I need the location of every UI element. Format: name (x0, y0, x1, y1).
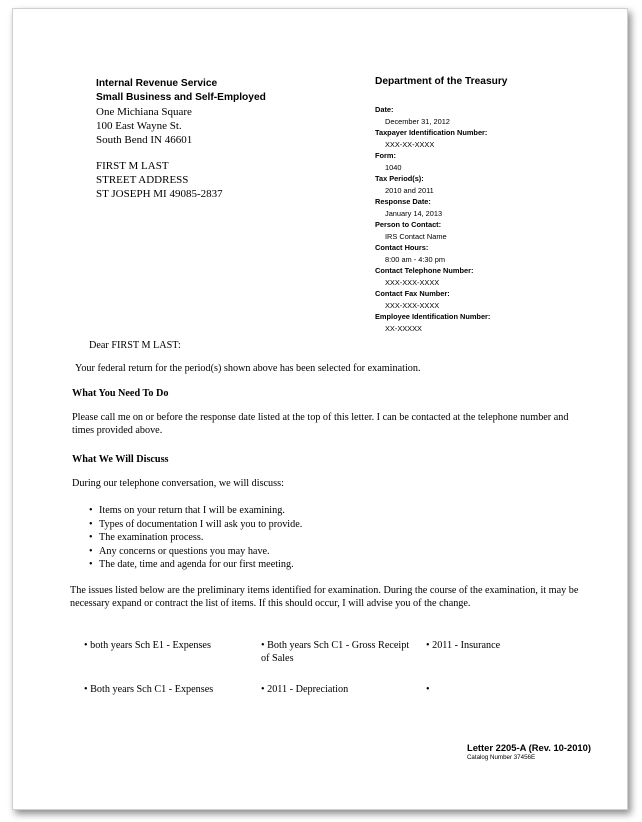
sender-address-line: 100 East Wayne St. (96, 120, 182, 132)
info-value: 2010 and 2011 (385, 185, 434, 195)
sender-division: Small Business and Self-Employed (96, 92, 266, 103)
info-label: Date: (375, 105, 394, 114)
issue-item: • 2011 - Depreciation (261, 684, 349, 695)
issues-paragraph: The issues listed below are the preliminary items identified for examination. During the course of the examination, it may be necessary expand or contract the list of items. If this should occur, I will advise you of the change. (70, 585, 579, 609)
intro-paragraph: Your federal return for the period(s) shown above has been selected for examination. (75, 363, 421, 374)
info-value: 8:00 am - 4:30 pm (385, 254, 445, 264)
info-value: XXX-XXX-XXXX (385, 300, 440, 310)
recipient-line: FIRST M LAST (96, 160, 169, 172)
info-value: January 14, 2013 (385, 208, 443, 218)
letter-footer (467, 742, 591, 761)
sender-address-line: One Michiana Square (96, 106, 192, 118)
recipient-line: STREET ADDRESS (96, 174, 189, 186)
letter-info-panel (375, 104, 615, 334)
letter-number: Letter 2205-A (Rev. 10-2010) (466, 742, 591, 753)
info-value: December 31, 2012 (385, 116, 450, 126)
sender-block (96, 77, 356, 147)
info-value: XX-XXXXX (385, 323, 422, 333)
discuss-intro: During our telephone conversation, we will discuss: (72, 478, 284, 489)
info-label: Person to Contact: (375, 220, 442, 229)
info-value: XXX-XX-XXXX (385, 139, 435, 149)
letter-page (12, 8, 628, 810)
section-heading-discuss: What We Will Discuss (72, 454, 169, 465)
list-item: • The examination process. (89, 531, 302, 545)
department-title: Department of the Treasury (375, 76, 508, 87)
info-value: IRS Contact Name (385, 231, 447, 241)
issue-item: • (426, 684, 430, 695)
info-label: Tax Period(s): (375, 174, 424, 183)
discuss-list (89, 504, 302, 572)
list-item: • The date, time and agenda for our first meeting. (89, 558, 302, 572)
info-label: Form: (375, 151, 396, 160)
info-label: Contact Fax Number: (375, 289, 450, 298)
info-label: Contact Hours: (375, 243, 429, 252)
issue-item: • Both years Sch C1 - Gross Receipt of Sales (261, 640, 410, 664)
sender-address-line: South Bend IN 46601 (96, 134, 193, 146)
issue-item: • both years Sch E1 - Expenses (84, 640, 211, 651)
section-heading-need-to-do: What You Need To Do (72, 388, 169, 399)
list-item: • Any concerns or questions you may have. (89, 545, 302, 559)
issue-item: • 2011 - Insurance (426, 640, 501, 651)
recipient-line: ST JOSEPH MI 49085-2837 (96, 188, 223, 200)
recipient-block (96, 159, 356, 201)
info-label: Contact Telephone Number: (375, 266, 474, 275)
list-item: • Items on your return that I will be examining. (89, 504, 302, 518)
issue-item: • Both years Sch C1 - Expenses (84, 684, 214, 695)
info-value: XXX-XXX-XXXX (385, 277, 440, 287)
need-to-do-paragraph: Please call me on or before the response date listed at the top of this letter. I can be contacted at the telephone number and times provided above. (72, 412, 569, 436)
info-label: Employee Identification Number: (375, 312, 491, 321)
info-value: 1040 (385, 162, 402, 172)
sender-agency: Internal Revenue Service (96, 78, 218, 89)
catalog-number: Catalog Number 37456E (466, 754, 536, 761)
list-item: • Types of documentation I will ask you to provide. (89, 518, 302, 532)
info-label: Taxpayer Identification Number: (375, 128, 488, 137)
salutation: Dear FIRST M LAST: (89, 340, 181, 351)
info-label: Response Date: (375, 197, 431, 206)
